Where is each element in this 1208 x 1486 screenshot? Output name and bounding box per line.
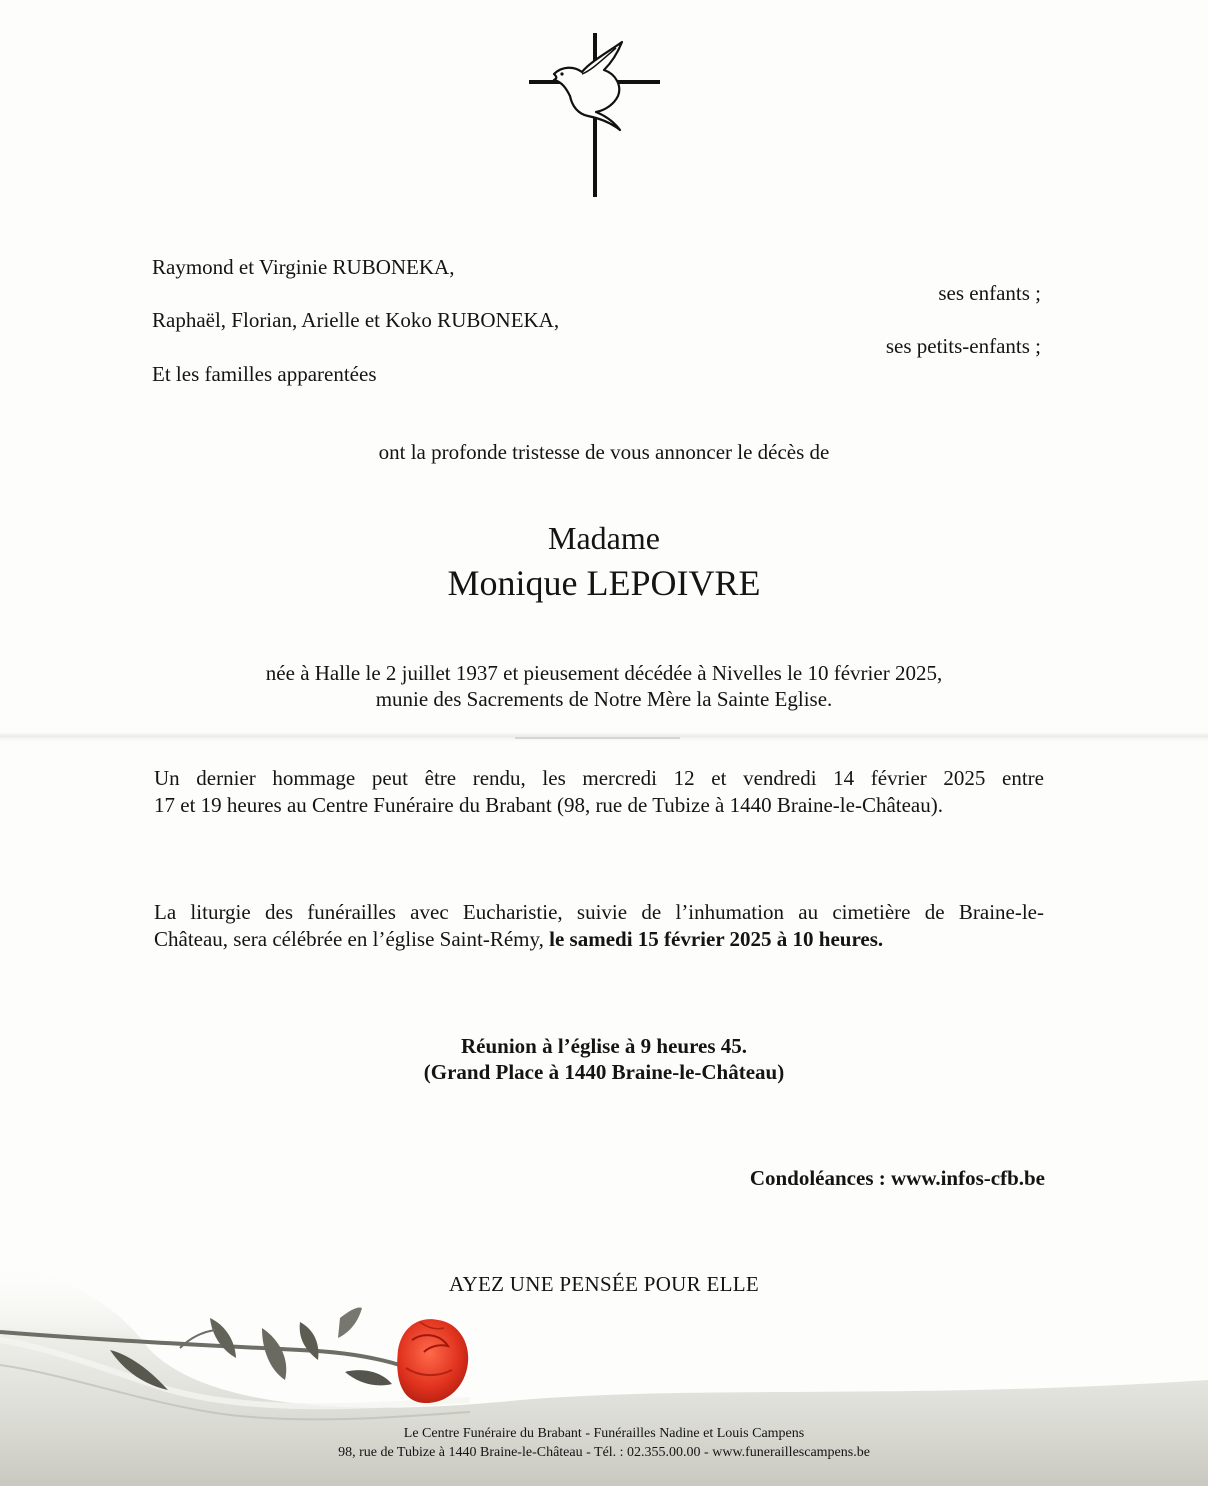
footer-line-1: Le Centre Funéraire du Brabant - Funérailles Nadine et Louis Campens — [403, 1426, 805, 1441]
announcement-line: ont la profonde tristesse de vous annoncer le décès de — [378, 440, 830, 464]
condolences-link: Condoléances : www.infos-cfb.be — [749, 1166, 1045, 1190]
birth-death-line: née à Halle le 2 juillet 1937 et pieusement décédée à Nivelles le 10 février 2025, — [265, 661, 943, 685]
cross-with-dove-icon — [526, 30, 666, 200]
funeral-line-2: Château, sera célébrée en l’église Saint-Rémy, — [154, 927, 550, 951]
visitation-paragraph — [154, 765, 1044, 819]
deceased-title: Madame — [548, 520, 660, 556]
funeral-line-1: La liturgie des funérailles avec Eucharistie, suivie de l’inhumation au cimetière de Braine-le- — [154, 900, 1044, 924]
fold-mark — [515, 737, 680, 739]
sacraments-line: munie des Sacrements de Notre Mère la Sainte Eglise. — [375, 687, 833, 711]
grandchildren-names: Raphaël, Florian, Arielle et Koko RUBONEKA, — [152, 308, 560, 332]
children-names: Raymond et Virginie RUBONEKA, — [152, 255, 455, 279]
meeting-line-2: (Grand Place à 1440 Braine-le-Château) — [423, 1060, 785, 1084]
relatives-line: Et les familles apparentées — [152, 362, 377, 386]
deceased-name: Monique LEPOIVRE — [447, 563, 761, 603]
meeting-line-1: Réunion à l’église à 9 heures 45. — [460, 1034, 748, 1058]
children-role: ses enfants ; — [938, 281, 1041, 305]
grandchildren-role: ses petits-enfants ; — [885, 334, 1041, 358]
funeral-date: le samedi 15 février 2025 à 10 heures. — [549, 927, 884, 951]
footer-line-2: 98, rue de Tubize à 1440 Braine-le-Château - Tél. : 02.355.00.00 - www.funeraillescampens.be — [338, 1445, 870, 1460]
visitation-line-1: Un dernier hommage peut être rendu, les mercredi 12 et vendredi 14 février 2025 entre — [154, 766, 1044, 790]
visitation-line-2: 17 et 19 heures au Centre Funéraire du Brabant (98, rue de Tubize à 1440 Braine-le-Château). — [154, 793, 943, 817]
funeral-paragraph — [154, 899, 1044, 953]
remembrance-line: AYEZ UNE PENSÉE POUR ELLE — [448, 1272, 760, 1296]
